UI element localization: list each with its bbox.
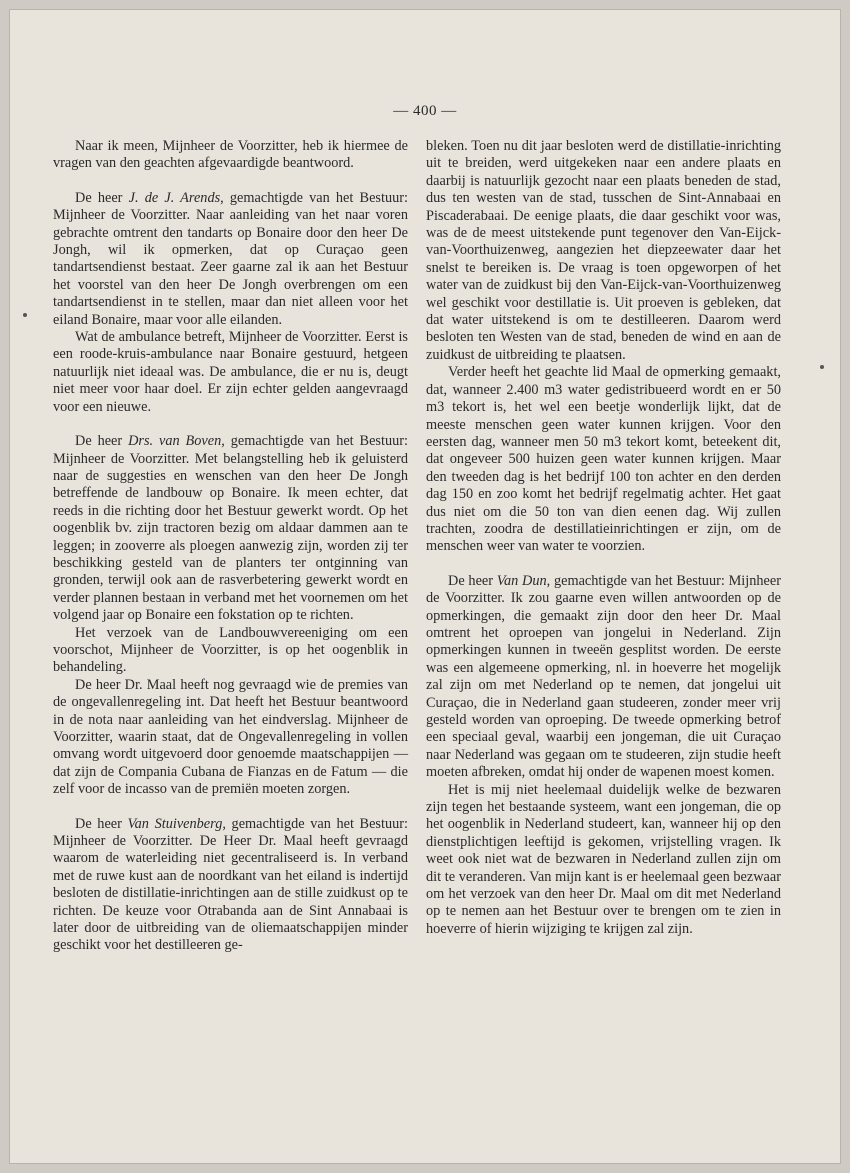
paragraph — [53, 190, 408, 329]
paragraph: Het verzoek van de Landbouwvereeniging om een voorschot, Mijnheer de Voorzitter, is op het oogenblik in behandeling. — [53, 624, 408, 676]
document-page — [10, 10, 840, 1163]
speaker-name: Van Stuivenberg — [127, 815, 223, 832]
paragraph: Naar ik meen, Mijnheer de Voorzitter, heb ik hiermee de vragen van den geachten afgevaardigde beantwoord. — [53, 138, 408, 172]
paragraph: Wat de ambulance betreft, Mijnheer de Voorzitter. Eerst is een roode-kruis-ambulance naar Bonaire gestuurd, hetgeen natuurlijk niet ideaal was. De ambulance, die er nu is, deugt niet meer voor haar doel. Er zijn echter gelden aangevraagd voor een nieuwe. — [53, 329, 408, 415]
paragraph-text: De heer — [75, 815, 128, 832]
paragraph-text: De heer — [448, 572, 497, 589]
margin-mark — [23, 313, 27, 317]
paragraph: bleken. Toen nu dit jaar besloten werd de distillatie-inrichting uit te breiden, werd uitgekeken naar een andere plaats en daarbij is natuurlijk gezocht naar een plaats beneden de stad, dus ten westen van de stad, tusschen de Sint-Annabaai en Piscaderabaai. De eenige plaats, die daar geschikt voor was, was de de meest uitstekende punt tegenover den Van-Eijck-van-Voorthuizenweg, aangezien het diepzeewater daar het snelst te bereiken is. De vraag is toen opgeworpen of het water van de zuidkust bij den Van-Eijck-van-Voorthuizenweg wel geschikt voor destillatie is. Uit proeven is gebleken, dat dat water uitstekend is om te destilleeren. Daarom werd besloten ten Westen van de stad, beneden de wind en aan de zuidkust de uitbreiding te plaatsen. — [426, 138, 781, 363]
paragraph: Verder heeft het geachte lid Maal de opmerking gemaakt, dat, wanneer 2.400 m3 water gedistribueerd wordt en er 50 m3 tekort is, het wel een beetje wonderlijk lijkt, dat de meeste menschen geen water kunnen krijgen. Voor den eersten dag, wanneer men 50 m3 tekort komt, beteekent dit, dat ongeveer 500 huizen geen water kunnen krijgen. Maar den tweeden dag is het bedrijf 100 ton achter en den derden dag 150 en zoo komt het bedrijf regelmatig achter. Het gaat dus niet om die 50 ton van dien eenen dag. Wij zullen trachten, zoodra de destillatieinrichtingen er zijn, om de menschen weer van water te voorzien. — [426, 364, 781, 555]
paragraph-text: , gemachtigde van het Bestuur: Mijnheer de Voorzitter. De Heer Dr. Maal heeft gevraagd waarom de waterleiding niet gecentraliseerd is. In verband met de ruwe kust aan de noordkant van het eiland is indertijd besloten de distillatie-inrichtingen aan de stille zuidkust op te richten. De keuze voor Otrabanda aan de Sint Annabaai is later door de uitbreiding van de oliemaatschappijen minder geschikt voor het destilleeren ge- — [53, 815, 408, 954]
speaker-name: J. de J. Arends — [128, 189, 221, 206]
speaker-name: Drs. van Boven — [128, 433, 222, 450]
paragraph-text: , gemachtigde van het Bestuur: Mijnheer de Voorzitter. Naar aanleiding van het naar voren gebrachte omtrent den tandarts op Bonaire door den heer De Jongh, wil ik opmerken, dat op Curaçao geen tandartsendienst bestaat. Zeer gaarne zal ik aan het Bestuur het voorstel van den heer De Jongh overbrengen om een tandartsendienst in te stellen, maar dan niet alleen voor het eiland Bonaire, maar voor alle eilanden. — [53, 189, 408, 328]
speaker-name: Van Dun — [496, 572, 547, 589]
paragraph-text: De heer — [75, 433, 129, 450]
left-column — [53, 138, 408, 955]
right-column — [426, 138, 781, 938]
paragraph — [53, 816, 408, 955]
paragraph-text: , gemachtigde van het Bestuur: Mijnheer de Voorzitter. Ik zou gaarne even willen antwoorden op de opmerkingen, die gemaakt zijn door den heer Dr. Maal omtrent het oproepen van jongelui in Nederland. Zijn opmerkingen kunnen in tweeën gesplitst worden. De eerste was een algemeene opmerking, nl. in hoeverre het mogelijk zal zijn om met Nederland op te nemen, dat jongelui uit Curaçao, die in Nederland gaan studeeren, zonder meer vrij gesteld worden van oproeping. De tweede opmerking betrof een speciaal geval, waarbij een jongeman, die uit Curaçao naar Nederland was gegaan om te studeeren, zijn studie heeft moeten afbreken, omdat hij onder de wapenen moest komen. — [426, 572, 781, 781]
page-number: — 400 — — [393, 103, 457, 119]
paragraph-text: De heer — [75, 189, 129, 206]
margin-mark — [820, 365, 824, 369]
paragraph: De heer Dr. Maal heeft nog gevraagd wie de premies van de ongevallenregeling int. Dat heeft het Bestuur beantwoord in de nota naar aanleiding van het eindverslag. Mijnheer de Voorzitter, waarin staat, dat de Ongevallenregeling in vollen omvang wordt uitgevoerd door genoemde maatschappijen — dat zijn de Compania Cubana de Fianzas en de Fatum — die zelf voor de incasso van de premiën moeten zorgen. — [53, 676, 408, 798]
paragraph: Het is mij niet heelemaal duidelijk welke de bezwaren zijn tegen het bestaande systeem, want een jongeman, die op het oogenblik in Nederland studeert, kan, wanneer hij op den dienstplichtigen leeftijd is gekomen, vrijstelling vragen. Ik weet ook niet wat de bezwaren in Nederland zullen zijn om dit te veranderen. Van mijn kant is er heelemaal geen bezwaar om het verzoek van den heer Dr. Maal om dit met Nederland op te nemen aan het Bestuur over te brengen om te zien in hoeverre of hierin wijziging te krijgen zal zijn. — [426, 781, 781, 937]
paragraph — [426, 573, 781, 782]
paragraph-text: , gemachtigde van het Bestuur: Mijnheer de Voorzitter. Met belangstelling heb ik geluisterd naar de suggesties en wenschen van den heer De Jongh betreffende de landbouw op Bonaire. Ik meen echter, dat reeds in die richting door het Bestuur gewerkt wordt. Op het oogenblik bv. zijn tractoren bezig om aldaar dammen aan te leggen; in zooverre als ploegen aanwezig zijn, worden zij ter beschikking gesteld van de planters ter ontginning van gronden, terwijl ook aan de rasverbetering gewerkt wordt en verder plannen bestaan in verband met het voornemen om het volgend jaar op Bonaire een fokstation op te richten. — [53, 433, 408, 624]
paragraph — [53, 433, 408, 624]
